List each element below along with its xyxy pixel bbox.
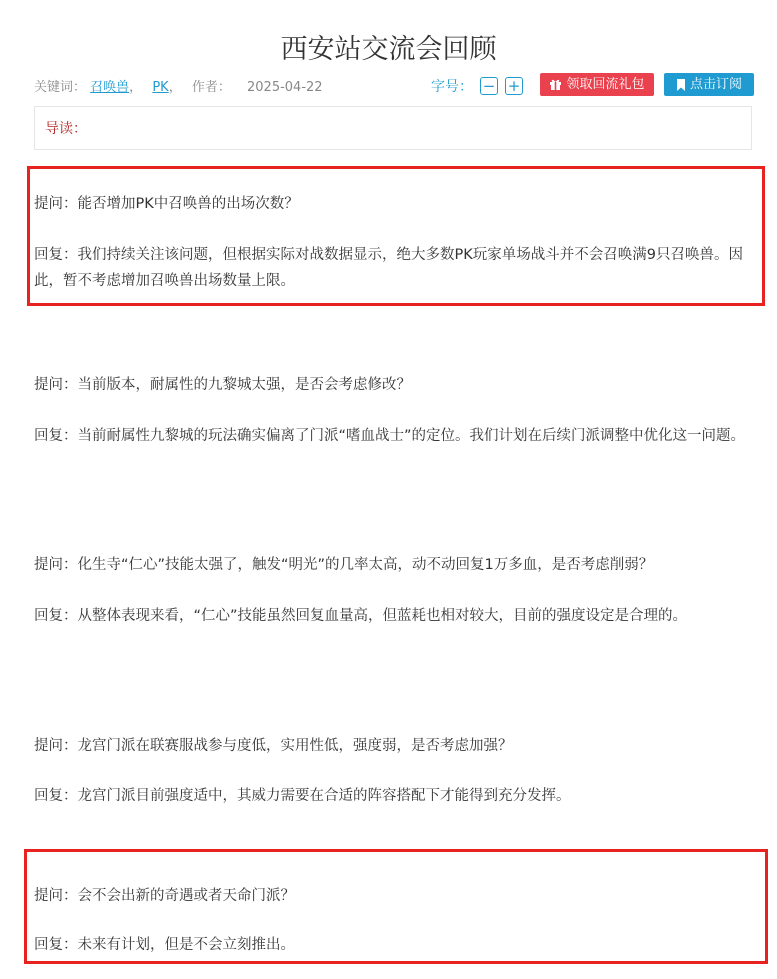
font-increase-button[interactable]: +: [505, 77, 523, 95]
answer-text: 回复：龙宫门派目前强度适中，其威力需要在合适的阵容搭配下才能得到充分发挥。: [34, 788, 571, 804]
font-decrease-button[interactable]: −: [480, 77, 498, 95]
subscribe-button-label: 点击订阅: [689, 77, 742, 92]
answer-text: 回复：我们持续关注该问题，但根据实际对战数据显示，绝大多数PK玩家单场战斗并不会召唤满9只召唤兽。因此，暂不考虑增加召唤兽出场数量上限。: [34, 247, 743, 289]
answer-text: 回复：未来有计划，但是不会立刻推出。: [34, 937, 295, 953]
gift-icon: [549, 78, 562, 91]
question-text: 提问：能否增加PK中召唤兽的出场次数？: [34, 196, 299, 212]
guide-label: 导读：: [45, 121, 87, 137]
answer-text: 回复：当前耐属性九黎城的玩法确实偏离了门派“嗜血战士”的定位。我们计划在后续门派调整中优化这一问题。: [34, 428, 746, 444]
question-text: 提问：会不会出新的奇遇或者天命门派？: [34, 888, 295, 904]
subscribe-button[interactable]: [664, 73, 754, 96]
author-label: 作者：: [191, 80, 231, 95]
question-text: 提问：龙宫门派在联赛服战参与度低，实用性低，强度弱，是否考虑加强？: [34, 738, 513, 754]
gift-button-label: 领取回流礼包: [566, 77, 645, 92]
font-size-control: [431, 75, 523, 97]
publish-date: 2025-04-22: [247, 80, 323, 95]
keyword-link-summon[interactable]: 召唤兽: [90, 80, 130, 95]
keyword-link-pk[interactable]: PK: [152, 80, 169, 95]
bookmark-icon: [676, 79, 686, 91]
answer-text: 回复：从整体表现来看，“仁心”技能虽然回复血量高，但蓝耗也相对较大，目前的强度设定是合理的。: [34, 608, 688, 624]
font-size-label: 字号：: [431, 79, 473, 95]
article-title: 西安站交流会回顾: [280, 34, 497, 65]
keywords-label: 关键词：: [34, 80, 87, 95]
guide-box: [34, 106, 752, 150]
article-meta: 关键词： 召唤兽， PK， 作者： 2025-04-22: [34, 80, 323, 95]
gift-button[interactable]: [540, 73, 654, 96]
question-text: 提问：化生寺“仁心”技能太强了，触发“明光”的几率太高，动不动回复1万多血，是否考虑削弱？: [34, 557, 654, 573]
question-text: 提问：当前版本，耐属性的九黎城太强，是否会考虑修改？: [34, 377, 411, 393]
